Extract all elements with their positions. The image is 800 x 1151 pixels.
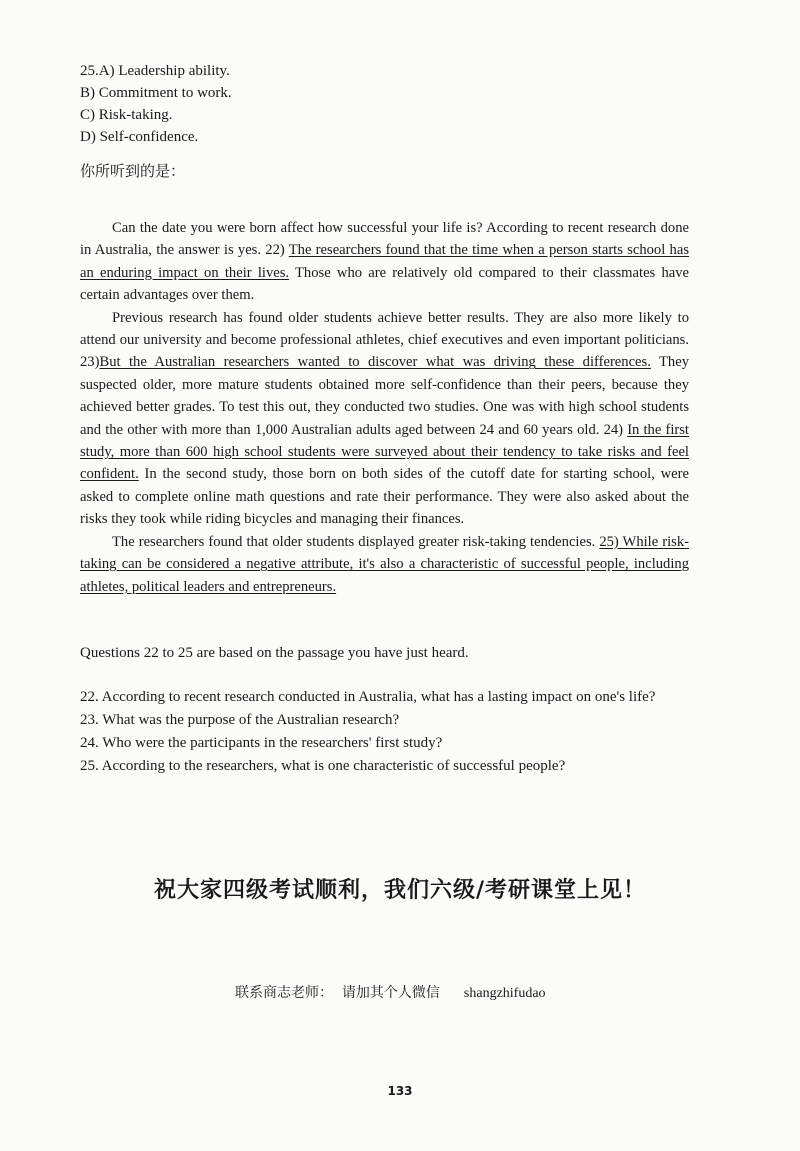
option-a: 25.A) Leadership ability. <box>80 63 230 79</box>
question-24: 24. Who were the participants in the researchers' first study? <box>80 735 443 751</box>
paragraph-1 <box>80 217 689 307</box>
page-number: 133 <box>387 1084 413 1098</box>
heard-label: 你所听到的是： <box>80 162 186 180</box>
option-b: B) Commitment to work. <box>80 85 232 101</box>
answer-24-underline: In the first study, more than 600 high school students were surveyed about their tendency to take risks and feel confident. <box>80 421 689 483</box>
wechat-id: shangzhifudao <box>463 986 546 1001</box>
contact-label: 联系商志老师： 请加其个人微信 <box>235 985 440 1001</box>
paragraph-3 <box>80 531 689 598</box>
contact-line <box>235 982 546 1002</box>
p2-text-b: They suspected older, more mature students obtained more self-confidence than their peers, because they achieved better grades. To test this out, they conducted two studies. One was with high school students and the other with more than 1,000 Australian adults aged between 24 and 60 years old. 24) <box>80 354 689 438</box>
paragraph-2 <box>80 307 689 531</box>
answer-25-underline: 25) While risk-taking can be considered a negative attribute, it's also a characteristic of successful people, including athletes, political leaders and entrepreneurs. <box>80 533 689 595</box>
p1-text-b: Those who are relatively old compared to their classmates have certain advantages over them. <box>80 264 689 304</box>
p2-text-c: In the second study, those born on both sides of the cutoff date for starting school, were asked to complete online math questions and rate their performance. They were also asked about the risks they took while riding bicycles and managing their finances. <box>80 466 689 528</box>
answer-22-underline: The researchers found that the time when a person starts school has an enduring impact on their lives. <box>80 242 690 281</box>
p2-text-a: Previous research has found older students achieve better results. They are also more likely to attend our university and become professional athletes, chief executives and even important politicians. 23) <box>80 309 689 371</box>
question-22: 22. According to recent research conducted in Australia, what has a lasting impact on one's life? <box>80 689 656 705</box>
questions-intro: Questions 22 to 25 are based on the passage you have just heard. <box>80 645 469 661</box>
p1-text-a: Can the date you were born affect how successful your life is? According to recent research done in Australia, the answer is yes. 22) <box>80 220 689 259</box>
option-d: D) Self-confidence. <box>80 129 199 145</box>
answer-23-underline: But the Australian researchers wanted to discover what was driving these differences. <box>99 354 651 371</box>
closing-banner: 祝大家四级考试顺利，我们六级/考研课堂上见！ <box>153 878 647 903</box>
transcript-passage <box>80 217 689 598</box>
question-25: 25. According to the researchers, what is one characteristic of successful people? <box>80 758 566 774</box>
option-c: C) Risk-taking. <box>80 107 173 123</box>
question-23: 23. What was the purpose of the Australian research? <box>80 712 400 728</box>
p3-text-a: The researchers found that older students displayed greater risk-taking tendencies. <box>112 533 600 550</box>
